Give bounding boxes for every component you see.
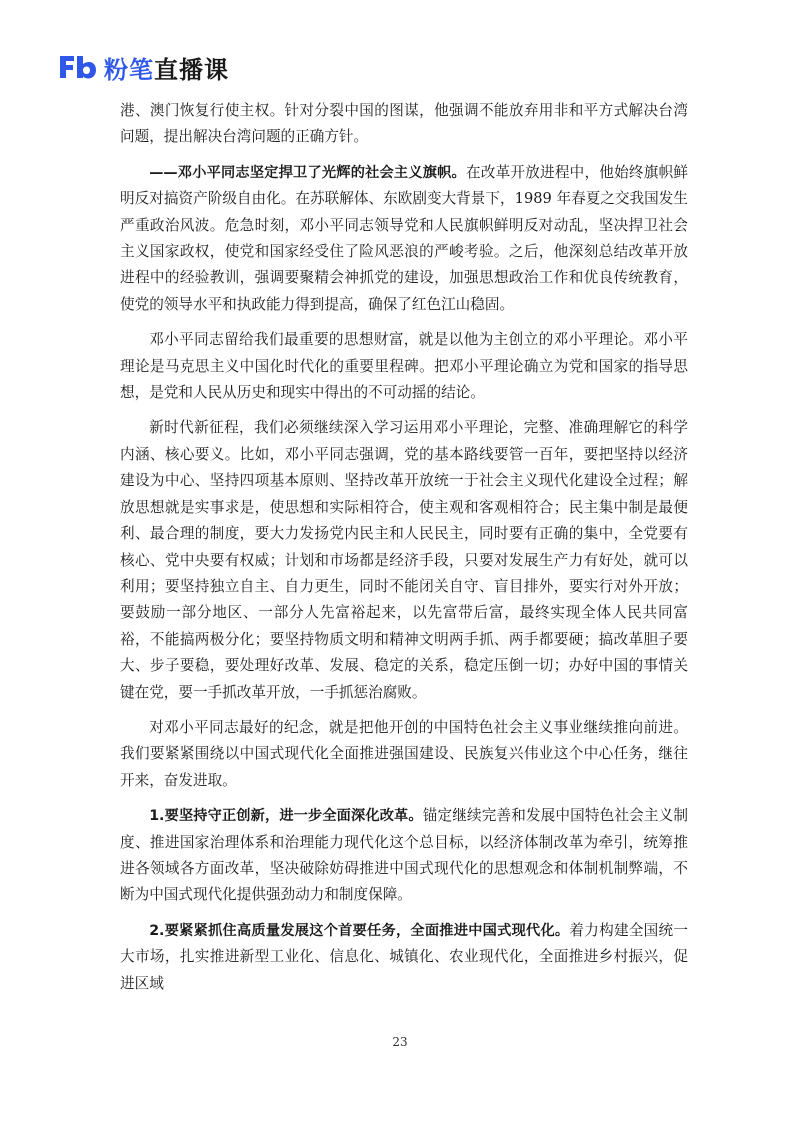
- paragraph-7: [120, 918, 688, 997]
- paragraph-7-heading: 2.要紧紧抓住高质量发展这个首要任务，全面推进中国式现代化。: [149, 922, 570, 939]
- paragraph-3: 邓小平同志留给我们最重要的思想财富，就是以他为主创立的邓小平理论。邓小平理论是马克思主义中国化时代化的重要里程碑。把邓小平理论确立为党和国家的指导思想，是党和人民从历史和现实中得出的不可动摇的结论。: [120, 331, 688, 402]
- paragraph-2-heading: ——邓小平同志坚定捍卫了光辉的社会主义旗帜。: [149, 164, 466, 181]
- brand-course: 直播课: [154, 55, 229, 84]
- paragraph-2-text: 在改革开放进程中，他始终旗帜鲜明反对搞资产阶级自由化。在苏联解体、东欧剧变大背景下，1989 年春夏之交我国发生严重政治风波。危急时刻，邓小平同志领导党和人民旗帜鲜明反对动乱，坚决捍卫社会主义国家政权，使党和国家经受住了险风恶浪的严峻考验。之后，他深刻总结改革开放进程中的经验教训，强调要聚精会神抓党的建设，加强思想政治工作和优良传统教育，使党的领导水平和执政能力得到提高，确保了红色江山稳固。: [120, 163, 688, 313]
- paragraph-6-text: 锚定继续完善和发展中国特色社会主义制度、推进国家治理体系和治理能力现代化这个总目标，以经济体制改革为牵引，统筹推进各领域各方面改革，坚决破除妨碍推进中国式现代化的思想观念和体制机制弊端，不断为中国式现代化提供强劲动力和制度保障。: [120, 807, 688, 904]
- paragraph-2: [120, 160, 688, 318]
- paragraph-7-text: 着力构建全国统一大市场，扎实推进新型工业化、信息化、城镇化、农业现代化，全面推进乡村振兴，促进区域: [120, 921, 688, 992]
- header-logo: [58, 50, 229, 84]
- paragraph-4: 新时代新征程，我们必须继续深入学习运用邓小平理论，完整、准确理解它的科学内涵、核心要义。比如，邓小平同志强调，党的基本路线要管一百年，要把坚持以经济建设为中心、坚持四项基本原则、坚持改革开放统一于社会主义现代化建设全过程；解放思想就是实事求是，使思想和实际相符合，使主观和客观相符合；民主集中制是最便利、最合理的制度，要大力发扬党内民主和人民民主，同时要有正确的集中，全党要有核心、党中央要有权威；计划和市场都是经济手段，只要对发展生产力有好处，就可以利用；要坚持独立自主、自力更生，同时不能闭关自守、盲目排外，要实行对外开放；要鼓励一部分地区、一部分人先富裕起来，以先富带后富，最终实现全体人民共同富裕，不能搞两极分化；要坚持物质文明和精神文明两手抓、两手都要硬；搞改革胆子要大、步子要稳，要处理好改革、发展、稳定的关系，稳定压倒一切；办好中国的事情关键在党，要一手抓改革开放，一手抓惩治腐败。: [120, 419, 688, 701]
- page-number: 23: [392, 1035, 408, 1049]
- brand-name: [104, 50, 229, 85]
- paragraph-6-heading: 1.要坚持守正创新，进一步全面深化改革。: [149, 808, 423, 825]
- paragraph-5: 对邓小平同志最好的纪念，就是把他开创的中国特色社会主义事业继续推向前进。我们要紧紧围绕以中国式现代化全面推进强国建设、民族复兴伟业这个中心任务，继往开来，奋发进取。: [120, 718, 688, 789]
- paragraph-6: [120, 803, 688, 909]
- document-body: [120, 98, 688, 1006]
- fenbi-logo-icon: [58, 52, 98, 82]
- brand-fenbi: 粉笔: [104, 55, 154, 84]
- paragraph-1: 港、澳门恢复行使主权。针对分裂中国的图谋，他强调不能放弃用非和平方式解决台湾问题，提出解决台湾问题的正确方针。: [120, 102, 688, 146]
